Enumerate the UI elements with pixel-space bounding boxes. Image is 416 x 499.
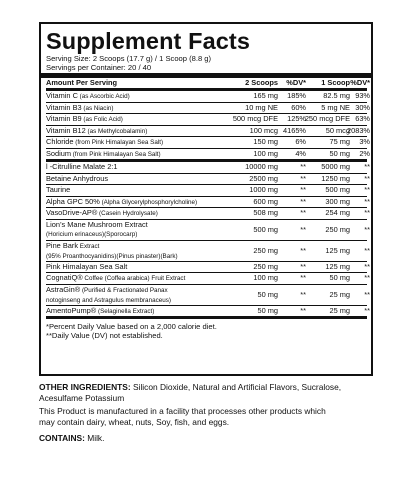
dv-one-scoop: **	[364, 196, 370, 206]
amount-one-scoop: 25 mg	[329, 289, 350, 299]
footnote-dv: **Daily Value (DV) not established.	[46, 331, 163, 341]
other-ingredients-text-2: Acesulfame Potassium	[39, 392, 125, 403]
facility-line-2: may contain dairy, wheat, nuts, Soy, fish, and eggs.	[39, 416, 230, 427]
row-name-main: AmentoPump®	[46, 305, 97, 315]
serving-size: Serving Size: 2 Scoops (17.7 g) / 1 Scoop (8.8 g)	[46, 54, 212, 63]
dv-two-scoops: **	[300, 305, 306, 315]
dv-one-scoop: **	[364, 245, 370, 255]
vitamin-rows	[46, 91, 370, 162]
dv-two-scoops: **	[300, 245, 306, 255]
other-ingredients-label: OTHER INGREDIENTS:	[39, 382, 131, 392]
row-name-main: Vitamin C	[46, 91, 78, 100]
contains-label: CONTAINS:	[39, 433, 85, 443]
dv-one-scoop: **	[364, 261, 370, 271]
dv-one-scoop: 2083%	[346, 125, 370, 135]
dv-one-scoop: 93%	[355, 91, 370, 100]
amount-two-scoops: 600 mg	[253, 196, 278, 206]
row-name-main: Sodium	[46, 148, 72, 158]
header-amount: Amount Per Serving	[46, 78, 118, 87]
dv-one-scoop: **	[364, 289, 370, 299]
row-name-main: Pine Bark	[46, 240, 79, 250]
amount-one-scoop: 125 mg	[325, 245, 350, 255]
row-name-detail-2: (95% Proanthocyanidins)(Pinus pinaster)(Bark)	[46, 253, 178, 260]
amount-one-scoop: 300 mg	[325, 196, 350, 206]
row-name-main: VasoDrive-AP®	[46, 208, 98, 217]
contains-statement	[39, 433, 384, 444]
servings-per-container: Servings per Container: 20 / 40	[46, 63, 152, 72]
amount-two-scoops: 100 mg	[253, 273, 278, 282]
dv-two-scoops: **	[300, 173, 306, 183]
amount-two-scoops: 1000 mg	[249, 185, 278, 194]
table-row	[46, 162, 370, 174]
amount-one-scoop: 1250 mg	[321, 173, 350, 183]
dv-one-scoop: **	[364, 305, 370, 315]
row-name-detail: (Alpha Glycerylphosphorylcholine)	[99, 198, 198, 206]
amount-one-scoop: 50 mg	[329, 148, 350, 158]
row-name-main: Vitamin B3	[46, 102, 82, 112]
amount-two-scoops: 100 mg	[253, 148, 278, 158]
amount-two-scoops: 10000 mg	[245, 162, 278, 171]
dv-two-scoops: 6%	[295, 137, 306, 146]
amount-one-scoop: 5000 mg	[321, 162, 350, 171]
amount-two-scoops: 150 mg	[253, 137, 278, 146]
amount-one-scoop: 250 mcg DFE	[304, 114, 350, 123]
row-name-main: l -Citrulline Malate 2:1	[46, 162, 118, 171]
table-row	[46, 185, 370, 197]
dv-two-scoops: 60%	[291, 102, 306, 112]
amount-one-scoop: 125 mg	[325, 261, 350, 271]
dv-two-scoops: **	[300, 208, 306, 217]
contains-value: Milk.	[84, 433, 105, 443]
amount-two-scoops: 50 mg	[257, 305, 278, 315]
amount-two-scoops: 2500 mg	[249, 173, 278, 183]
facility-statement	[39, 406, 384, 428]
row-name-main: Vitamin B9	[46, 114, 82, 123]
dv-one-scoop: **	[364, 273, 370, 282]
row-name-main: Betaine Anhydrous	[46, 173, 109, 183]
row-name-detail: (as Ascorbic Acid)	[77, 93, 130, 100]
row-name-main: AstraGin®	[46, 284, 81, 294]
dv-one-scoop: 3%	[359, 137, 370, 146]
row-name-detail: (as Methylcobalamin)	[85, 127, 148, 135]
table-row	[46, 240, 370, 262]
other-ingredients	[39, 382, 384, 404]
facility-line-1: This Product is manufactured in a facility that processes other products which	[39, 406, 326, 416]
table-row	[46, 148, 370, 163]
footnote-percent: *Percent Daily Value based on a 2,000 calorie diet.	[46, 322, 217, 331]
dv-two-scoops: **	[300, 224, 306, 234]
dv-two-scoops: 185%	[287, 91, 306, 100]
table-row	[46, 91, 370, 103]
table-row	[46, 137, 370, 149]
row-name-main: Lion’s Mane Mushroom Extract	[46, 219, 148, 229]
dv-one-scoop: **	[364, 185, 370, 194]
row-name-main: Taurine	[46, 185, 71, 194]
supplement-facts-panel	[39, 22, 373, 376]
dv-two-scoops: 4165%	[282, 125, 306, 135]
dv-one-scoop: **	[364, 224, 370, 234]
table-row	[46, 219, 370, 241]
dv-two-scoops: 125%	[287, 114, 306, 123]
header-one-scoop: 1 Scoop	[321, 78, 350, 87]
dv-one-scoop: **	[364, 208, 370, 217]
other-ingredients-text: Silicon Dioxide, Natural and Artificial Flavors, Sucralose,	[130, 382, 342, 392]
row-name-main: Alpha GPC 50%	[46, 196, 100, 206]
table-row	[46, 273, 370, 285]
amount-two-scoops: 500 mcg DFE	[232, 114, 278, 123]
panel-title: Supplement Facts	[46, 28, 251, 54]
row-name-detail: Extract	[78, 242, 100, 250]
dv-one-scoop: 63%	[355, 114, 370, 123]
ingredient-rows	[46, 162, 370, 319]
dv-two-scoops: **	[300, 162, 306, 171]
amount-two-scoops: 250 mg	[253, 245, 278, 255]
amount-one-scoop: 250 mg	[325, 224, 350, 234]
row-name-detail: (as Folic Acid)	[81, 116, 123, 123]
table-row	[46, 261, 370, 274]
row-name-main: Chloride	[46, 137, 74, 146]
header-dv-two: %DV*	[286, 78, 306, 87]
row-name-detail: Coffee (Coffea arabica) Fruit Extract	[82, 275, 186, 282]
header-dv-one: %DV*	[350, 78, 370, 87]
row-name-detail: (Casein Hydrolysate)	[97, 210, 158, 217]
header-two-scoops: 2 Scoops	[245, 78, 278, 87]
dv-two-scoops: **	[300, 185, 306, 194]
dv-one-scoop: 2%	[359, 148, 370, 158]
row-name-main: Vitamin B12	[46, 125, 86, 135]
amount-one-scoop: 50 mcg	[325, 125, 350, 135]
amount-two-scoops: 508 mg	[253, 208, 278, 217]
table-row	[46, 305, 370, 320]
amount-two-scoops: 500 mg	[253, 224, 278, 234]
dv-two-scoops: 4%	[295, 148, 306, 158]
amount-two-scoops: 100 mcg	[249, 125, 278, 135]
amount-two-scoops: 250 mg	[253, 261, 278, 271]
row-name-main: CognatiQ®	[46, 273, 83, 282]
table-row	[46, 196, 370, 209]
amount-two-scoops: 165 mg	[253, 91, 278, 100]
row-name-detail: (from Pink Himalayan Sea Salt)	[71, 150, 161, 158]
amount-one-scoop: 50 mg	[329, 273, 350, 282]
row-name-main: Pink Himalayan Sea Salt	[46, 261, 128, 271]
table-row	[46, 208, 370, 220]
row-name-detail: (Purified & Fractionated Panax	[80, 286, 168, 294]
amount-two-scoops: 50 mg	[257, 289, 278, 299]
table-row	[46, 114, 370, 126]
dv-one-scoop: 30%	[355, 102, 370, 112]
row-name-detail: (as Niacin)	[81, 104, 114, 112]
table-row	[46, 284, 370, 306]
amount-one-scoop: 500 mg	[325, 185, 350, 194]
amount-one-scoop: 5 mg NE	[321, 102, 350, 112]
row-name-detail-2: notoginseng and Astragulus membranaceus)	[46, 297, 171, 304]
amount-one-scoop: 82.5 mg	[323, 91, 350, 100]
amount-one-scoop: 25 mg	[329, 305, 350, 315]
dv-two-scoops: **	[300, 273, 306, 282]
dv-one-scoop: **	[364, 162, 370, 171]
row-name-detail-2: (Horicium erinaceus)(Sporocarp)	[46, 231, 138, 238]
dv-two-scoops: **	[300, 289, 306, 299]
amount-one-scoop: 254 mg	[325, 208, 350, 217]
amount-one-scoop: 75 mg	[329, 137, 350, 146]
dv-two-scoops: **	[300, 196, 306, 206]
table-row	[46, 173, 370, 186]
dv-one-scoop: **	[364, 173, 370, 183]
table-row	[46, 102, 370, 115]
row-name-detail: (from Pink Himalayan Sea Salt)	[73, 139, 164, 146]
table-header	[46, 78, 370, 91]
dv-two-scoops: **	[300, 261, 306, 271]
row-name-detail: (Selaginella Extract)	[96, 307, 155, 315]
amount-two-scoops: 10 mg NE	[245, 102, 278, 112]
table-row	[46, 125, 370, 138]
